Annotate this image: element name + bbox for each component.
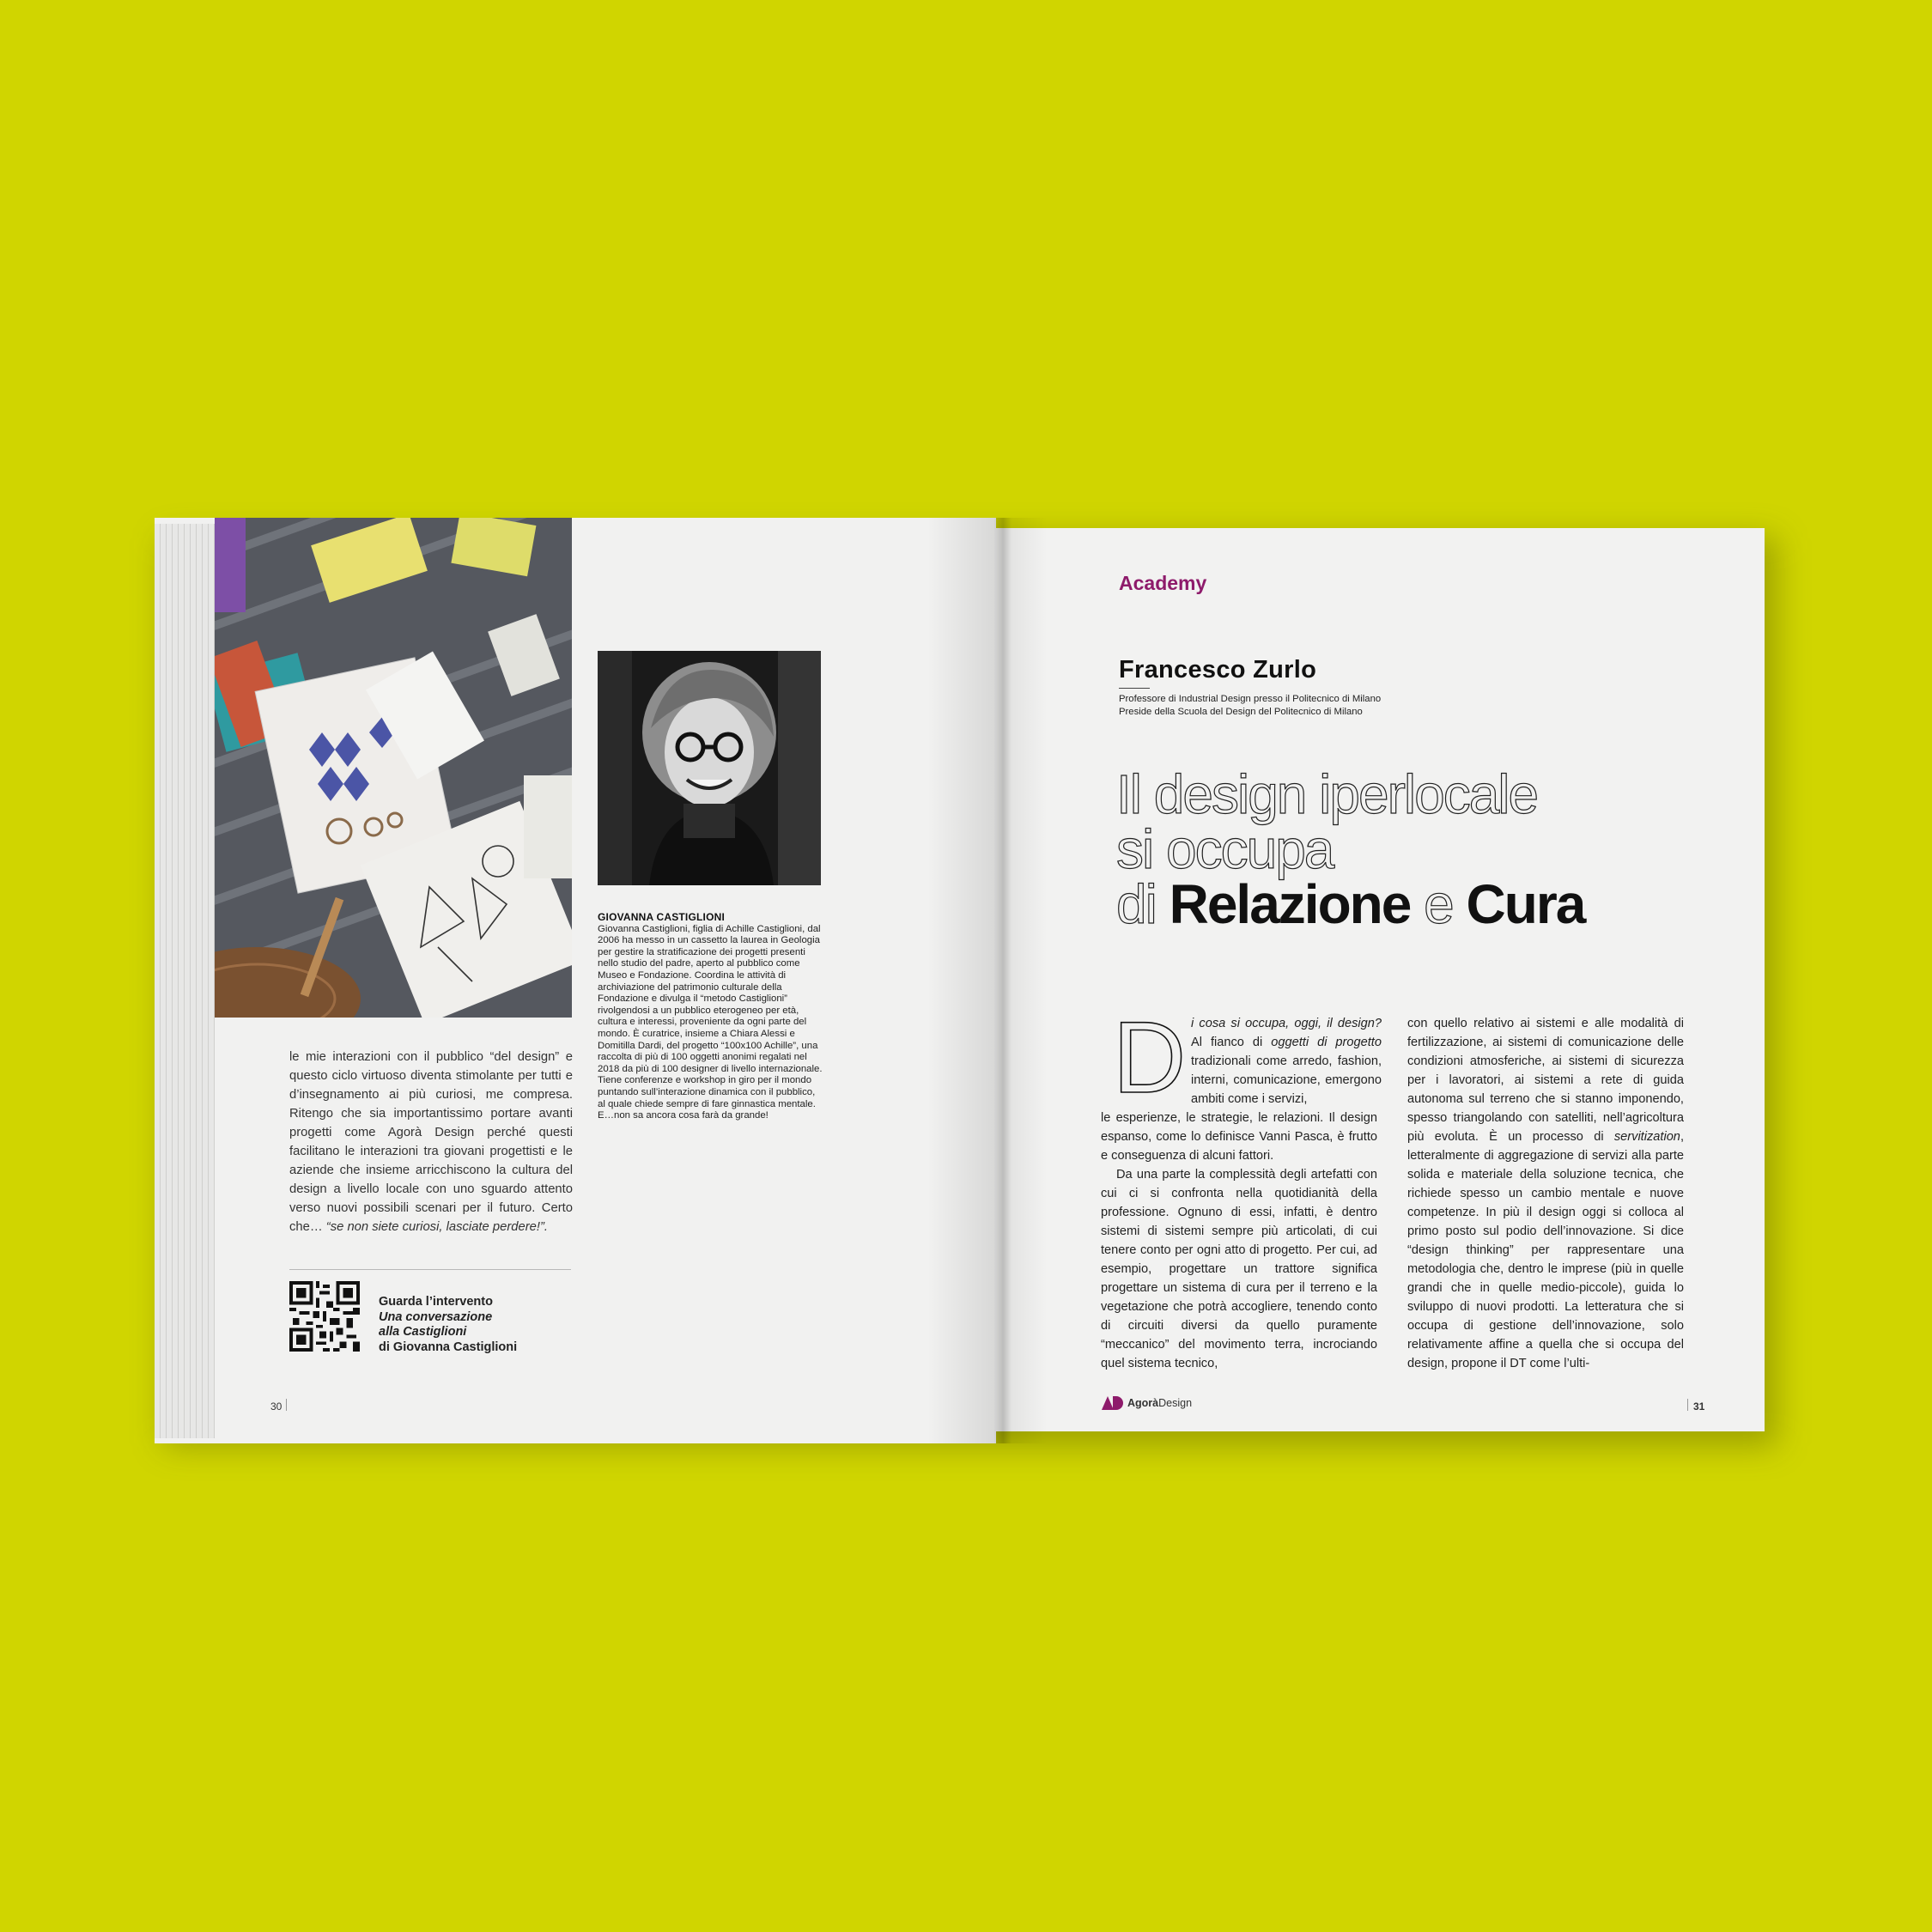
qr-caption-line2: Una conversazione xyxy=(379,1309,493,1324)
qr-caption-line3: alla Castiglioni xyxy=(379,1325,467,1339)
logo-text: AgoràDesign xyxy=(1127,1397,1193,1409)
col1-paragraph-1: le esperienze, le strategie, le relazioni. Il design espanso, come lo definisce Vanni Pasca, è frutto e conseguenza di alcuni fattori. xyxy=(1101,1111,1377,1163)
qr-caption-line1: Guarda l’intervento xyxy=(379,1295,493,1309)
portrait-photo xyxy=(598,651,821,885)
author-role-line1: Professore di Industrial Design presso il Politecnico di Milano xyxy=(1119,694,1382,704)
qr-code[interactable] xyxy=(289,1281,360,1352)
author-divider xyxy=(1119,688,1150,689)
left-body-text xyxy=(289,1048,573,1236)
qr-caption xyxy=(379,1295,550,1355)
divider xyxy=(289,1269,571,1270)
portrait-caption xyxy=(598,912,823,1122)
page-number-left: 30 xyxy=(270,1400,283,1413)
article-lead: i cosa si occupa, oggi, il design? Al fianco di oggetti di progetto tradizionali come arredo, fashion, interni, comunicazione, emergono ambiti come i servizi, xyxy=(1191,1017,1382,1106)
page-edges xyxy=(155,524,215,1438)
agora-logo-icon xyxy=(1102,1396,1124,1410)
page-number-right: 31 xyxy=(1693,1400,1705,1413)
headline-line2: si occupa xyxy=(1116,818,1334,880)
agora-design-logo xyxy=(1102,1396,1192,1410)
section-label: Academy xyxy=(1119,572,1207,594)
headline-line3: di Relazione e Cura xyxy=(1116,873,1585,935)
author-name: Francesco Zurlo xyxy=(1119,656,1317,683)
qr-caption-line4: di Giovanna Castiglioni xyxy=(379,1340,518,1354)
caption-title: GIOVANNA CASTIGLIONI xyxy=(598,911,725,923)
caption-body: Giovanna Castiglioni, figlia di Achille Castiglioni, dal 2006 ha messo in un cassetto la laurea in Geologia per gestire la stratificazione dei progetti presenti nello studio del padre, aperto al pubblico come Museo e Fondazione. Coordina le attività di archiviazione del patrimonio culturale della Fondazione e divulga il “metodo Castiglioni” rivolgendosi a un pubblico eterogeneo per età, cultura e interessi, proveniente da ogni parte del mondo. È curatrice, insieme a Chiara Alessi e Domitilla Dardi, del progetto “100x100 Achille”, una raccolta di più di 100 oggetti anonimi regalati nel 2018 da più di 100 designer di livello internazionale. Tiene conferenze e workshop in giro per il mondo puntando sull’interazione dinamica con il pubblico, al quale chiede sempre di fare ginnastica mentale. E…non sa ancora cosa farà da grande! xyxy=(598,923,823,1121)
left-body-paragraph: le mie interazioni con il pubblico “del design” e questo ciclo virtuoso diventa stimolante per tutti e d’insegnamento ai più curiosi, me compresa. Ritengo che sia importantissimo portare avanti progetti come Agorà Design perché questi facilitano le interazioni tra giovani progettisti e le aziende che insieme arricchiscono la cultura del design a livello locale con uno sguardo attento verso nuovi possibili scenari per il futuro. Certo che… xyxy=(289,1050,573,1234)
col1-paragraph-2: Da una parte la complessità degli artefatti con cui ci si confronta nella quotidianità della professione. Ognuno di essi, infatti, è dentro sistemi di sistemi sempre più articolati, di cui tenere conto per ogni atto di progetto. Per cui, ad esempio, progettare un trattore significa progettare un sistema di cura per il terreno e la vegetazione che potrà accogliere, tenendo conto di circuiti diversi da quello puramente “meccanico” del movimento terra, incrociando quel sistema tecnico, xyxy=(1101,1168,1377,1370)
headline-line1: Il design iperlocale xyxy=(1116,763,1538,825)
page-number-divider-right xyxy=(1687,1399,1688,1411)
article-column-1 xyxy=(1101,1109,1377,1373)
author-role-line2: Preside della Scuola del Design del Politecnico di Milano xyxy=(1119,706,1363,717)
qr-code-icon xyxy=(289,1281,360,1352)
flatlay-illustration xyxy=(215,518,572,1018)
flatlay-photo xyxy=(215,518,572,1018)
page-number-divider xyxy=(286,1399,287,1411)
article-column-2: con quello relativo ai sistemi e alle modalità di fertilizzazione, ai sistemi di comunicazione delle condizioni atmosferiche, ai sistemi di sicurezza per i lavoratori, ai sistemi a rete di guida autonoma sul terreno che si stanno imponendo, spesso triangolando con satelliti, nell’agricoltura più evoluta. È un processo di servitization, letteralmente di aggregazione di servizi alla parte solida e materiale della soluzione tecnica, che richiede spesso un cambio mentale e nuove competenze. In più il design oggi si colloca al primo posto sul podio dell’innovazione. Si dice “design thinking” per rappresentare una metodologia che, dentro le imprese (più in quelle grandi che in quelle medio-piccole), guida lo sviluppo di nuovi prodotti. La letteratura che si occupa di gestione dell’innovazione, solo relativamente affine a quella che si occupa del design, propone il DT come l’ulti- xyxy=(1407,1017,1684,1370)
author-role xyxy=(1119,693,1428,718)
drop-cap: D xyxy=(1113,1001,1187,1115)
article-headline xyxy=(1116,763,1717,935)
left-body-quote: “se non siete curiosi, lasciate perdere!”. xyxy=(325,1220,549,1234)
portrait-illustration xyxy=(598,651,821,885)
